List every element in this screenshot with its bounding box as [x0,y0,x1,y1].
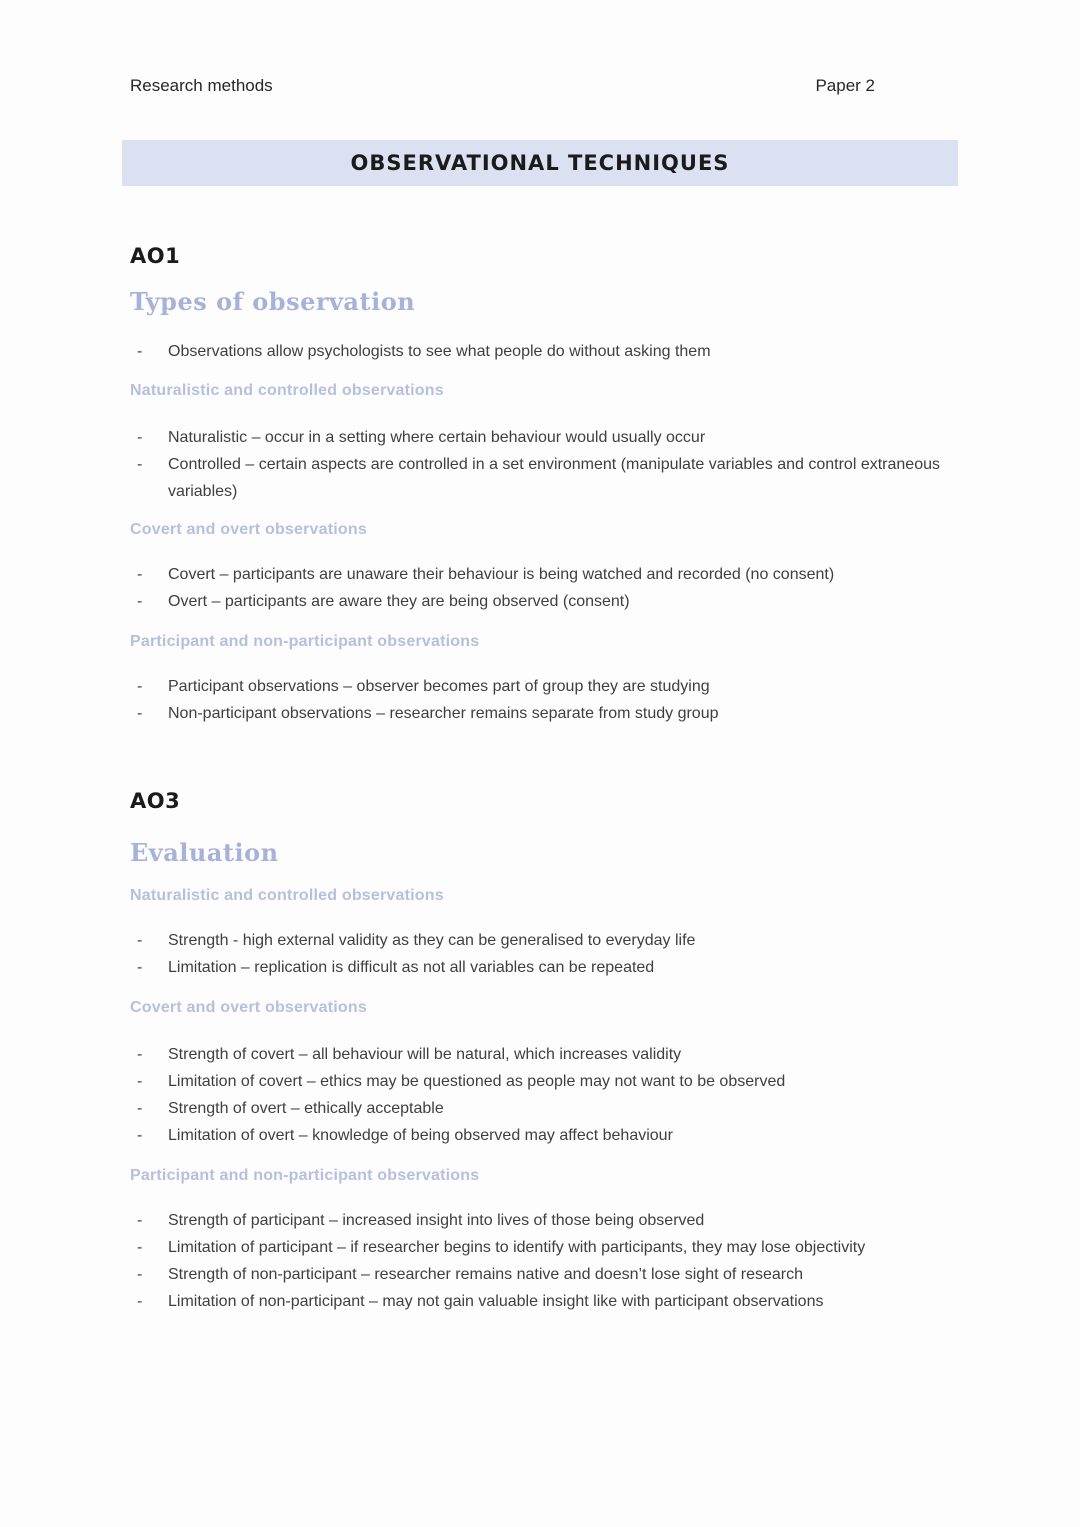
list-item [130,673,968,700]
bullet-text: Non-participant observations – researcher remains separate from study group [168,705,719,722]
list-item [130,927,968,954]
ao3-heading: AO3 [130,789,181,813]
list-item [130,1261,968,1288]
ao1-heading: AO1 [130,244,181,268]
section-title-evaluation: Evaluation [130,838,279,867]
bullet-group [130,1041,968,1149]
list-item [130,1234,968,1261]
bullet-text: Overt – participants are aware they are being observed (consent) [168,593,630,610]
bullet-dash: - [137,1293,143,1310]
bullet-dash: - [137,1266,143,1283]
list-item [130,424,968,451]
bullet-dash: - [137,1127,143,1144]
bullet-text: Covert – participants are unaware their behaviour is being watched and recorded (no consent) [168,566,835,583]
subheading-participant-nonparticipant: Participant and non-participant observations [130,1167,480,1184]
bullet-text: Strength - high external validity as they can be generalised to everyday life [168,932,696,949]
bullet-text: Limitation – replication is difficult as not all variables can be repeated [168,959,655,976]
section-title-types-of-observation: Types of observation [130,287,416,316]
bullet-text: Limitation of participant – if researcher begins to identify with participants, they may lose objectivity [168,1239,866,1256]
bullet-text: Limitation of covert – ethics may be questioned as people may not want to be observed [168,1073,786,1090]
bullet-text: Naturalistic – occur in a setting where certain behaviour would usually occur [168,429,706,446]
intro-bullet-group [130,338,968,365]
header-left-text: Research methods [130,76,273,95]
bullet-dash: - [137,1239,143,1256]
bullet-dash: - [137,343,143,360]
bullet-text: Limitation of overt – knowledge of being observed may affect behaviour [168,1127,673,1144]
bullet-text: Strength of covert – all behaviour will be natural, which increases validity [168,1046,682,1063]
bullet-group [130,1207,968,1315]
bullet-dash: - [137,593,143,610]
bullet-dash: - [137,1100,143,1117]
list-item [130,338,968,365]
bullet-text: Strength of overt – ethically acceptable [168,1100,444,1117]
bullet-dash: - [137,566,143,583]
list-item [130,561,968,588]
document-body [130,0,968,1315]
subheading-covert-overt: Covert and overt observations [130,521,367,538]
bullet-dash: - [137,1212,143,1229]
bullet-dash: - [137,932,143,949]
bullet-text: Controlled – certain aspects are controlled in a set environment (manipulate variables and control extraneous variables) [168,456,940,500]
bullet-text: Participant observations – observer becomes part of group they are studying [168,678,710,695]
bullet-group [130,673,968,727]
bullet-text: Observations allow psychologists to see what people do without asking them [168,343,711,360]
list-item [130,588,968,615]
list-item [130,1207,968,1234]
list-item [130,954,968,981]
bullet-dash: - [137,429,143,446]
bullet-dash: - [137,705,143,722]
subheading-participant-nonparticipant: Participant and non-participant observations [130,633,480,650]
bullet-dash: - [137,678,143,695]
list-item [130,1068,968,1095]
bullet-dash: - [137,1073,143,1090]
bullet-group [130,927,968,981]
bullet-text: Limitation of non-participant – may not gain valuable insight like with participant observations [168,1293,824,1310]
list-item [130,1095,968,1122]
list-item [130,700,968,727]
subheading-naturalistic-controlled: Naturalistic and controlled observations [130,887,444,904]
list-item [130,1288,968,1315]
bullet-text: Strength of non-participant – researcher remains native and doesn’t lose sight of research [168,1266,804,1283]
subheading-covert-overt: Covert and overt observations [130,999,367,1016]
header-right-text: Paper 2 [815,76,875,95]
bullet-dash: - [137,456,143,473]
list-item [130,451,968,505]
document-title: OBSERVATIONAL TECHNIQUES [350,151,730,175]
list-item [130,1041,968,1068]
subheading-naturalistic-controlled: Naturalistic and controlled observations [130,382,444,399]
bullet-group [130,424,968,505]
list-item [130,1122,968,1149]
bullet-dash: - [137,959,143,976]
bullet-dash: - [137,1046,143,1063]
bullet-text: Strength of participant – increased insight into lives of those being observed [168,1212,705,1229]
bullet-group [130,561,968,615]
